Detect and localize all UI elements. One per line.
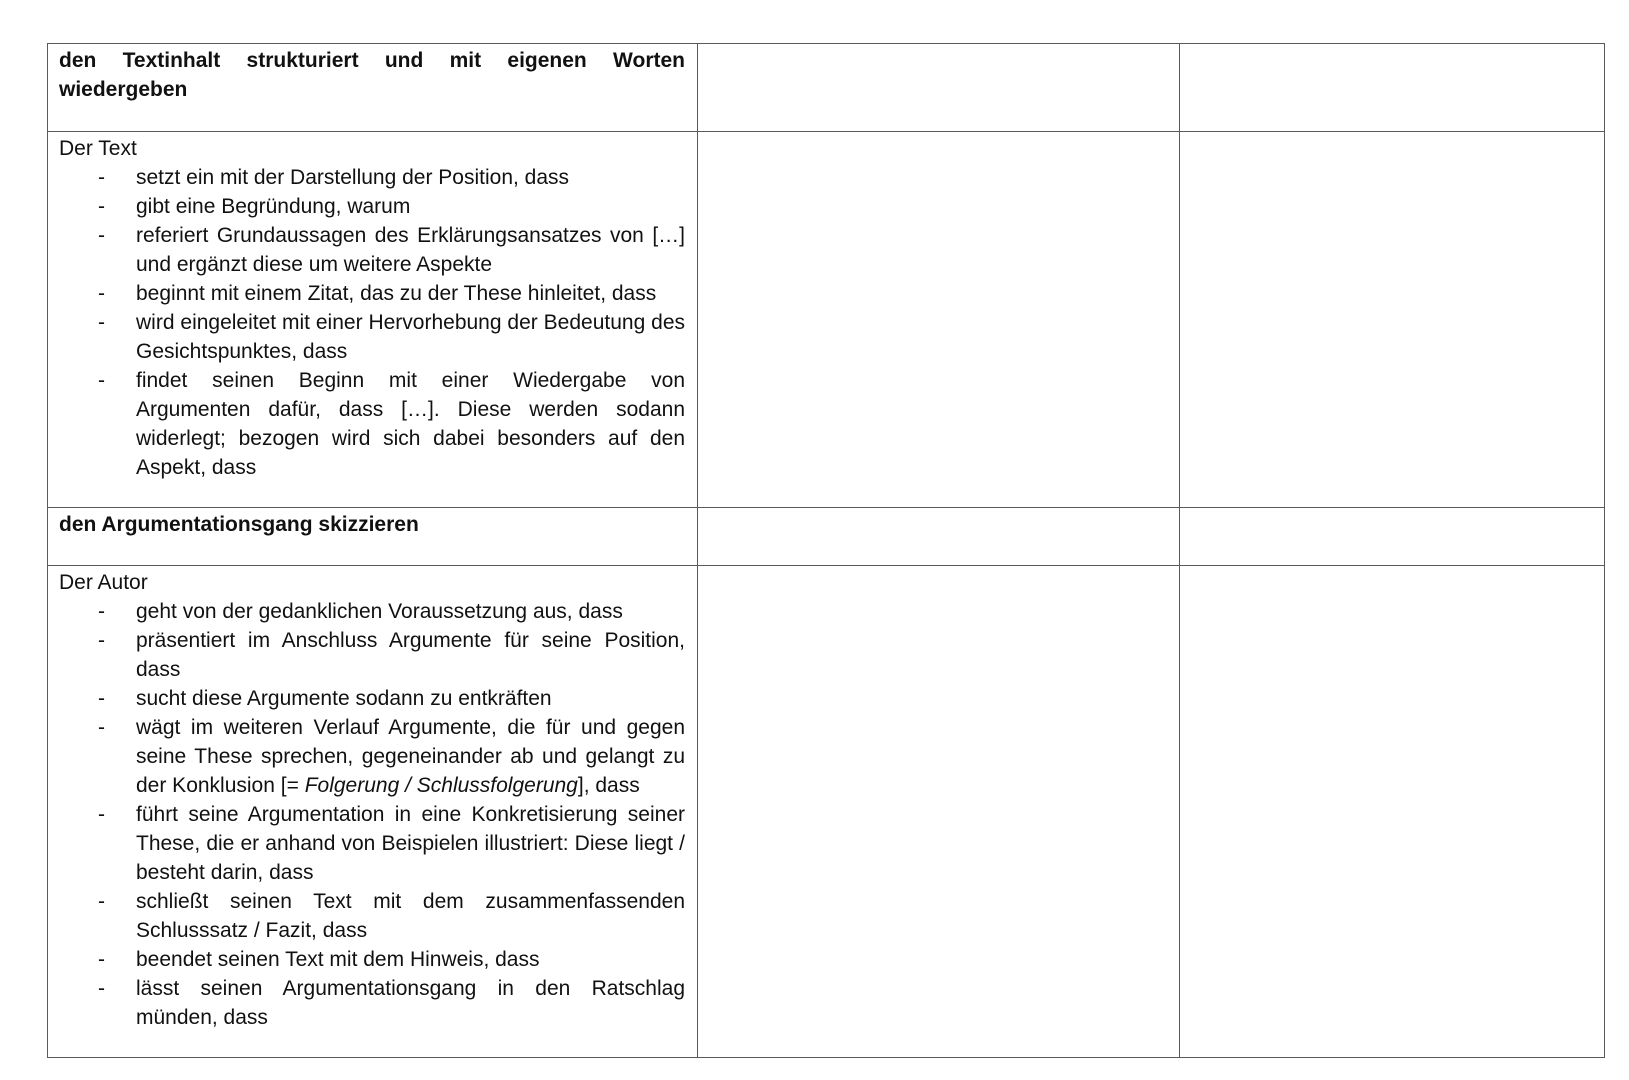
empty-cell[interactable] [1180, 508, 1605, 566]
list-dash: - [98, 369, 105, 392]
list-item-italic-text: Folgerung / Schlussfolgerung [304, 774, 578, 797]
list-dash: - [98, 948, 105, 971]
list-item [59, 597, 685, 626]
list-item-text: führt seine Argumentation in eine Konkretisierung seiner These, die er anhand von Beispielen illustriert: Diese liegt / besteht darin, dass [136, 803, 685, 884]
list-item-text: wägt im weiteren Verlauf Argumente, die für und gegen seine These sprechen, gegeneinander ab und gelangt zu der Konklusion [= [136, 716, 685, 797]
empty-cell[interactable] [698, 132, 1180, 508]
list-dash: - [98, 977, 105, 1000]
list-item-text: beendet seinen Text mit dem Hinweis, dass [136, 948, 540, 971]
list-item-text: sucht diese Argumente sodann zu entkräften [136, 687, 552, 710]
list-item-text: geht von der gedanklichen Voraussetzung aus, dass [136, 600, 623, 623]
list-dash: - [98, 600, 105, 623]
empty-cell[interactable] [1180, 44, 1605, 132]
list-dash: - [98, 311, 105, 334]
list-dash: - [98, 195, 105, 218]
list-dash: - [98, 890, 105, 913]
list-dash: - [98, 803, 105, 826]
list-item-text: beginnt mit einem Zitat, das zu der These hinleitet, dass [136, 282, 657, 305]
empty-cell[interactable] [698, 508, 1180, 566]
list-dash: - [98, 687, 105, 710]
list-item-text: schließt seinen Text mit dem zusammenfassenden Schlusssatz / Fazit, dass [136, 890, 685, 942]
worksheet-table [47, 43, 1605, 1058]
list-item [59, 163, 685, 192]
list-item [59, 887, 685, 945]
table-row [48, 508, 1605, 566]
section1-heading-cell [48, 44, 698, 132]
list-dash: - [98, 224, 105, 247]
section1-content-cell [48, 132, 698, 508]
list-item-text: findet seinen Beginn mit einer Wiedergabe von Argumenten dafür, dass […]. Diese werden sodann widerlegt; bezogen wird sich dabei besonders auf den Aspekt, dass [136, 369, 685, 479]
section2-heading: den Argumentationsgang skizzieren [59, 513, 419, 536]
table-row [48, 44, 1605, 132]
empty-cell[interactable] [698, 44, 1180, 132]
list-dash: - [98, 166, 105, 189]
list-item [59, 192, 685, 221]
list-dash: - [98, 716, 105, 739]
list-item-text: präsentiert im Anschluss Argumente für seine Position, dass [136, 629, 685, 681]
list-item-text: gibt eine Begründung, warum [136, 195, 411, 218]
empty-cell[interactable] [698, 566, 1180, 1058]
list-item [59, 366, 685, 482]
table-row [48, 132, 1605, 508]
section2-content-cell [48, 566, 698, 1058]
list-dash: - [98, 282, 105, 305]
list-item [59, 713, 685, 800]
list-item-text: lässt seinen Argumentationsgang in den Ratschlag münden, dass [136, 977, 685, 1029]
list-item [59, 945, 685, 974]
list-item [59, 279, 685, 308]
list-item [59, 308, 685, 366]
list-item-text: ], dass [577, 774, 640, 797]
section1-intro: Der Text [59, 137, 137, 160]
list-item-text: wird eingeleitet mit einer Hervorhebung der Bedeutung des Gesichtspunktes, dass [136, 311, 685, 363]
list-item [59, 800, 685, 887]
table-row [48, 566, 1605, 1058]
list-item [59, 626, 685, 684]
list-dash: - [98, 629, 105, 652]
list-item-text: setzt ein mit der Darstellung der Position, dass [136, 166, 570, 189]
list-item-text: referiert Grundaussagen des Erklärungsansatzes von […] und ergänzt diese um weitere Aspekte [136, 224, 685, 276]
section2-intro: Der Autor [59, 571, 148, 594]
list-item [59, 974, 685, 1032]
empty-cell[interactable] [1180, 566, 1605, 1058]
section2-heading-cell [48, 508, 698, 566]
section1-list [59, 163, 685, 482]
empty-cell[interactable] [1180, 132, 1605, 508]
section2-list [59, 597, 685, 1032]
section1-heading: den Textinhalt strukturiert und mit eigenen Worten wiedergeben [59, 49, 685, 101]
list-item [59, 221, 685, 279]
list-item [59, 684, 685, 713]
